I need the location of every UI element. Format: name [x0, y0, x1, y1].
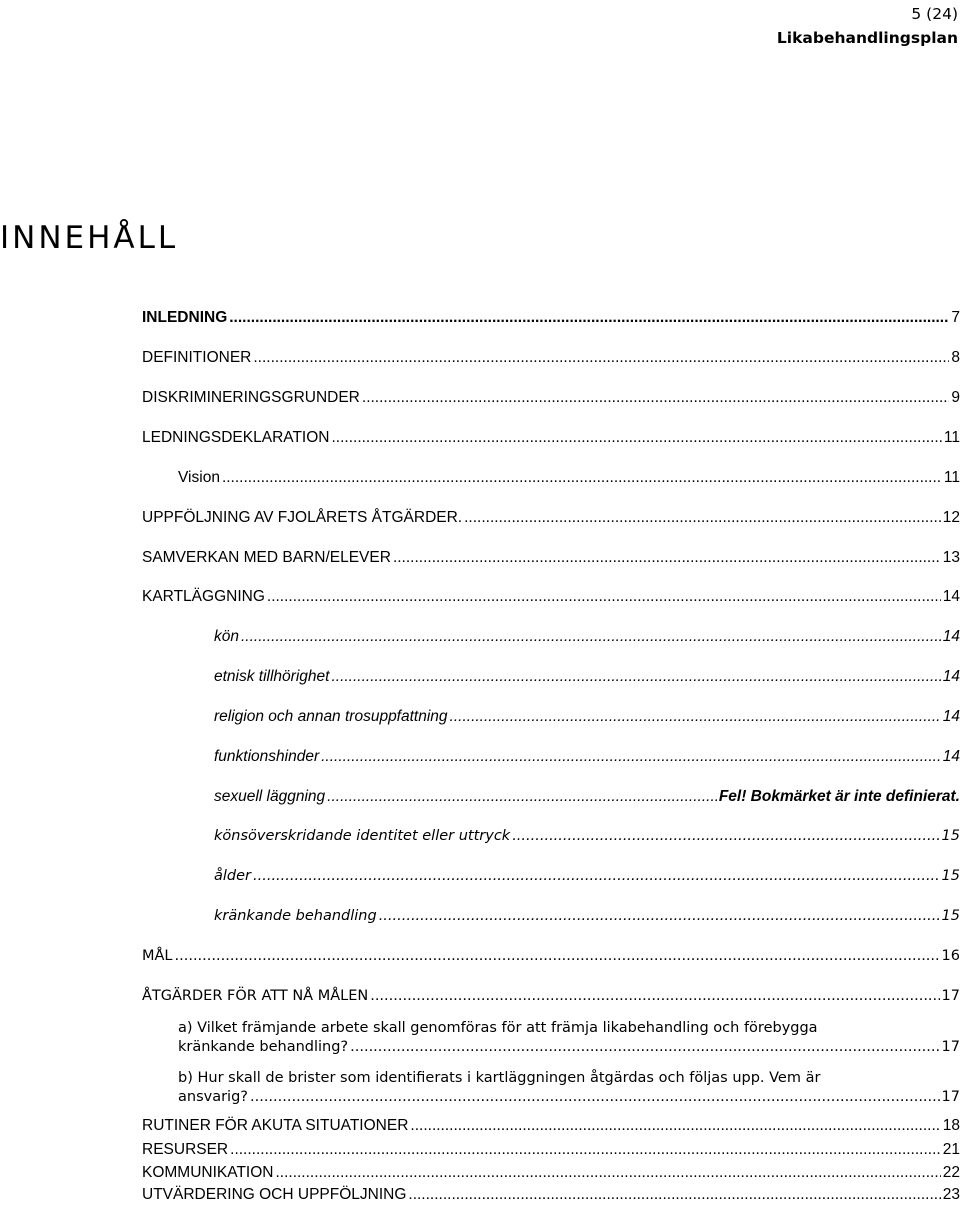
toc-leader: [229, 309, 949, 327]
toc-label: LEDNINGSDEKLARATION: [142, 429, 330, 446]
toc-page: 14: [942, 628, 960, 645]
toc-page: 14: [942, 708, 960, 725]
toc-entry-kon[interactable]: [142, 628, 960, 646]
toc-label: RESURSER: [142, 1141, 229, 1158]
toc-entry-rutiner[interactable]: [142, 1117, 960, 1135]
toc-page: 14: [942, 668, 960, 685]
toc-leader: [331, 429, 941, 447]
toc-page: 17: [941, 1039, 960, 1055]
toc-page: 23: [942, 1186, 960, 1203]
toc-label: KARTLÄGGNING: [142, 588, 265, 605]
toc-page: 21: [942, 1141, 960, 1158]
toc-page: 8: [951, 349, 960, 366]
toc-label: sexuell läggning: [214, 788, 326, 805]
toc-page: 15: [941, 828, 960, 844]
toc-page: 22: [942, 1164, 960, 1181]
toc-label-line1: a) Vilket främjande arbete skall genomföras för att främja likabehandling och förebygga: [178, 1020, 818, 1036]
toc-label: Vision: [178, 469, 220, 486]
toc-page: 12: [942, 509, 960, 526]
toc-page: 9: [951, 389, 960, 406]
toc-page: 17: [941, 988, 960, 1004]
toc-label: RUTINER FÖR AKUTA SITUATIONER: [142, 1117, 409, 1134]
toc-entry-definitioner[interactable]: [142, 349, 960, 367]
toc-leader: [253, 868, 940, 884]
toc-page: 14: [942, 748, 960, 765]
toc-page: 15: [941, 868, 960, 884]
toc-label-line2: kränkande behandling?: [178, 1039, 349, 1055]
toc-entry-funktionshinder[interactable]: [142, 748, 960, 766]
toc-leader: [321, 748, 941, 766]
toc-entry-resurser[interactable]: [142, 1141, 960, 1159]
toc-page: 11: [943, 469, 960, 486]
toc-label: MÅL: [142, 948, 173, 964]
toc-page: 18: [942, 1117, 960, 1134]
toc-leader: [253, 349, 949, 367]
toc-label: ålder: [214, 868, 252, 884]
toc-leader: [410, 1117, 940, 1135]
toc-leader: [350, 1039, 939, 1055]
toc-leader: [267, 588, 941, 606]
toc-entry-a-framjande-arbete[interactable]: [142, 1017, 960, 1055]
toc-leader: [450, 708, 941, 726]
toc-entry-mal[interactable]: [142, 948, 960, 964]
toc-label: funktionshinder: [214, 748, 320, 765]
toc-entry-utvardering[interactable]: [142, 1186, 960, 1204]
toc-entry-inledning[interactable]: [142, 309, 960, 327]
page-number: 5 (24): [911, 5, 958, 23]
toc-entry-samverkan[interactable]: [142, 549, 960, 567]
toc-page-error: Fel! Bokmärket är inte definierat.: [718, 788, 960, 805]
toc-label: KOMMUNIKATION: [142, 1164, 274, 1181]
toc-leader: [379, 908, 940, 924]
toc-leader: [512, 828, 939, 844]
document-name: Likabehandlingsplan: [776, 29, 958, 47]
toc-leader: [331, 668, 940, 686]
toc-page: 7: [951, 309, 960, 326]
toc-page: 16: [941, 948, 960, 964]
toc-entry-konsoverskridande[interactable]: [142, 828, 960, 844]
toc-label: DEFINITIONER: [142, 349, 252, 366]
toc-leader: [222, 469, 942, 487]
toc-entry-atgarder[interactable]: [142, 988, 960, 1004]
toc-leader: [250, 1089, 940, 1105]
toc-entry-vision[interactable]: [142, 469, 960, 487]
toc-leader: [370, 988, 939, 1004]
toc-label-line1: b) Hur skall de brister som identifierats i kartläggningen åtgärdas och följas upp. Vem är: [178, 1070, 821, 1086]
toc-label: religion och annan trosuppfattning: [214, 708, 448, 725]
toc-leader: [327, 788, 717, 806]
toc-label-line2: ansvarig?: [178, 1089, 248, 1105]
toc-label: UTVÄRDERING OCH UPPFÖLJNING: [142, 1186, 407, 1203]
toc-label: etnisk tillhörighet: [214, 668, 330, 685]
toc-leader: [241, 628, 941, 646]
toc-label: ÅTGÄRDER FÖR ATT NÅ MÅLEN: [142, 988, 369, 1004]
toc-leader: [175, 948, 940, 964]
page-title: INNEHÅLL: [0, 220, 179, 256]
toc-label: kränkande behandling: [214, 908, 377, 924]
toc-page: 14: [942, 588, 960, 605]
toc-label: kön: [214, 628, 239, 645]
toc-entry-sexuell-laggning[interactable]: [142, 788, 960, 806]
toc-label: könsöverskridande identitet eller uttryck: [214, 828, 511, 844]
toc-label: DISKRIMINERINGSGRUNDER: [142, 389, 360, 406]
toc-entry-kartlaggning[interactable]: [142, 588, 960, 606]
toc-entry-uppfoljning-fjolarets-atgarder[interactable]: [142, 509, 960, 527]
toc-entry-diskrimineringsgrunder[interactable]: [142, 389, 960, 407]
toc-entry-b-brister[interactable]: [142, 1067, 960, 1105]
toc-leader: [275, 1164, 940, 1182]
toc-label: INLEDNING: [142, 309, 228, 326]
toc-page: 15: [941, 908, 960, 924]
toc-label: UPPFÖLJNING AV FJOLÅRETS ÅTGÄRDER.: [142, 509, 463, 526]
toc-entry-alder[interactable]: [142, 868, 960, 884]
toc-page: 17: [941, 1089, 960, 1105]
toc-entry-religion[interactable]: [142, 708, 960, 726]
page-header: [777, 2, 958, 50]
toc-leader: [393, 549, 941, 567]
toc-page: 13: [942, 549, 960, 566]
toc-leader: [464, 509, 941, 527]
toc-entry-etnisk-tillhorighet[interactable]: [142, 668, 960, 686]
toc-leader: [230, 1141, 941, 1159]
toc-entry-kommunikation[interactable]: [142, 1164, 960, 1182]
toc-page: 11: [943, 429, 960, 446]
toc-entry-krankande-behandling[interactable]: [142, 908, 960, 924]
toc-leader: [362, 389, 949, 407]
toc-leader: [408, 1186, 940, 1204]
toc-label: SAMVERKAN MED BARN/ELEVER: [142, 549, 391, 566]
toc-entry-ledningsdeklaration[interactable]: [142, 429, 960, 447]
